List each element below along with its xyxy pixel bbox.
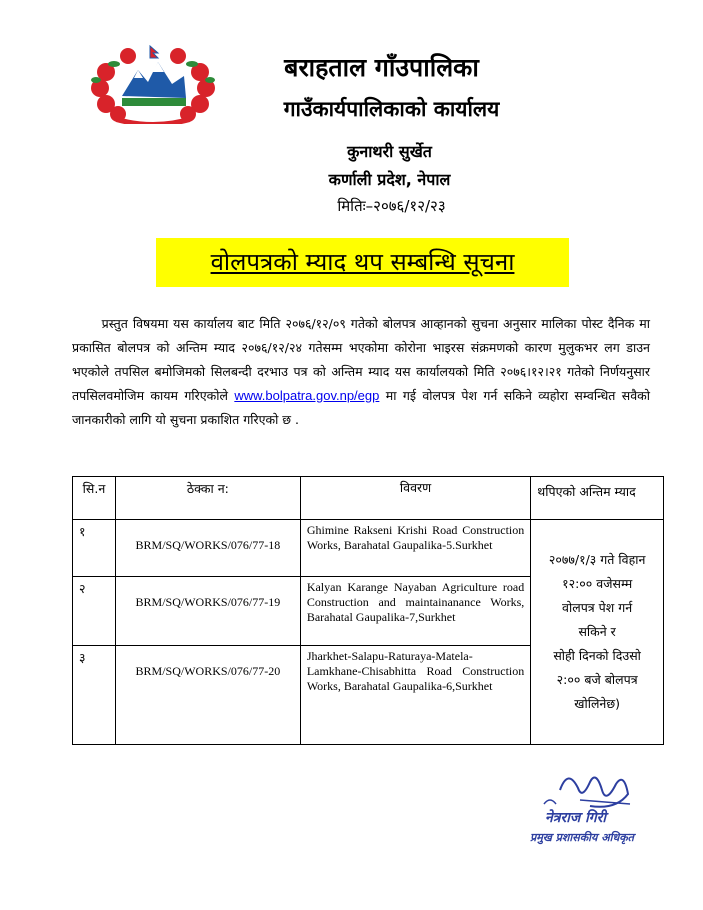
header-deadline: थपिएको अन्तिम म्याद bbox=[531, 477, 664, 520]
extended-deadline bbox=[531, 520, 664, 745]
notice-body bbox=[72, 312, 650, 432]
row-description: Jharkhet-Salapu-Raturaya-Matela-Lamkhane-Chisabhitta Road Construction Works, Barahatal Gaupalika-6,Surkhet bbox=[300, 646, 530, 745]
row-serial: १ bbox=[73, 520, 116, 577]
deadline-line: खोलिनेछ) bbox=[574, 696, 621, 711]
deadline-line: १२:०० वजेसम्म bbox=[562, 576, 633, 591]
deadline-line: २०७७/१/३ गते विहान bbox=[548, 552, 646, 567]
signatory-name: नेत्रराज गिरी bbox=[545, 810, 606, 826]
tender-table bbox=[72, 476, 664, 745]
body-text-after: मा गई वोलपत्र पेश गर्न सकिने व्यहोरा सम्वन्धित सवैको जानकारीको लागि यो सुचना प्रकाशित गरिएको छ . bbox=[72, 388, 650, 427]
header-description: विवरण bbox=[300, 477, 530, 520]
table-row bbox=[73, 520, 664, 577]
row-contract-code bbox=[115, 646, 300, 745]
row-serial: ३ bbox=[73, 646, 116, 745]
office-name: गाउँकार्यपालिकाको कार्यालय bbox=[283, 97, 500, 121]
row-description: Ghimine Rakseni Krishi Road Construction Works, Barahatal Gaupalika-5.Surkhet bbox=[300, 520, 530, 577]
row-description: Kalyan Karange Nayaban Agriculture road Construction and maintainanance Works, Barahatal Gaupalika-7,Surkhet bbox=[300, 577, 530, 646]
notice-subject: वोलपत्रको म्याद थप सम्बन्धि सूचना bbox=[156, 238, 569, 287]
header-serial: सि.न bbox=[73, 477, 116, 520]
contract-code-text: BRM/SQ/WORKS/076/77-20 bbox=[135, 664, 281, 678]
deadline-line: वोलपत्र पेश गर्न bbox=[562, 600, 633, 615]
header-contract-no: ठेक्का न: bbox=[115, 477, 300, 520]
deadline-line: सकिने र bbox=[578, 624, 616, 639]
table-header-row bbox=[73, 477, 664, 520]
office-province: कर्णाली प्रदेश, नेपाल bbox=[328, 170, 451, 189]
notice-date: मितिः–२०७६/१२/२३ bbox=[337, 197, 446, 215]
deadline-line: २:०० बजे बोलपत्र bbox=[556, 672, 638, 687]
contract-code-text: BRM/SQ/WORKS/076/77-18 bbox=[135, 538, 281, 552]
deadline-line: सोही दिनको दिउसो bbox=[553, 648, 641, 663]
body-text: प्रस्तुत विषयमा यस कार्यालय बाट मिति २०७६/१२/०९ गतेको बोलपत्र आव्हानको सुचना अनुसार मालिका पोस्ट दैनिक मा प्रकासित बोलपत्र को अन्तिम म्याद २०७६/१२/२४ गतेसम्म भएकोमा कोरोना भाइरस संक्रमणको कारण मुलुकभर लग डाउन भएकोले तपसिल बमोजिमको सिलबन्दी दरभाउ पत्र को अन्तिम म्याद यस कार्यालयको मिति २०७६।१२।२१ गतेको निर्णयनुसार तपसिलवमोजिम कायम गरिएकोले bbox=[72, 316, 650, 403]
bolpatra-link[interactable]: www.bolpatra.gov.np/egp bbox=[234, 388, 380, 403]
municipality-name: बराहताल गाँउपालिका bbox=[284, 53, 479, 82]
row-contract-code bbox=[115, 520, 300, 577]
contract-code-text: BRM/SQ/WORKS/076/77-19 bbox=[135, 595, 281, 609]
row-contract-code bbox=[115, 577, 300, 646]
office-location: कुनाथरी सुर्खेत bbox=[347, 142, 432, 161]
row-serial: २ bbox=[73, 577, 116, 646]
signatory-title: प्रमुख प्रशासकीय अधिकृत bbox=[530, 831, 634, 844]
